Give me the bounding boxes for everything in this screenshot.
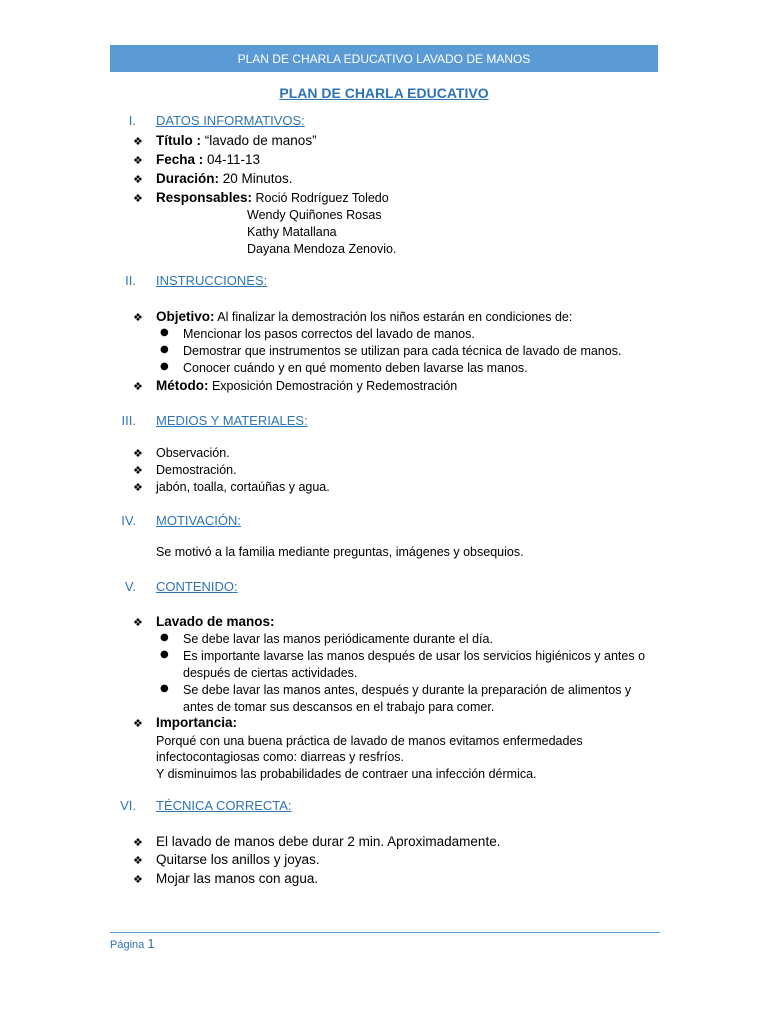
diamond-bullet-icon: ❖ — [133, 464, 143, 477]
round-bullet-icon: ● — [160, 361, 169, 372]
section-title: MEDIOS Y MATERIALES: — [156, 413, 308, 428]
responsable-name: Roció Rodríguez Toledo — [255, 191, 389, 205]
importancia-text: Porqué con una buena práctica de lavado de manos evitamos enfermedades — [156, 734, 583, 748]
material-item: Observación. — [156, 446, 230, 460]
header-band: PLAN DE CHARLA EDUCATIVO LAVADO DE MANOS — [110, 45, 658, 72]
section-title: TÉCNICA CORRECTA: — [156, 798, 292, 813]
section-1-heading — [0, 113, 768, 131]
diamond-bullet-icon: ❖ — [133, 380, 143, 393]
contenido-bullet-cont: antes de tomar sus descansos en el trabajo para comer. — [183, 700, 495, 714]
importancia-text: infectocontagiosas como: diarreas y resfríos. — [156, 750, 405, 764]
lavado-label — [156, 614, 275, 630]
fecha-separator: : — [195, 152, 208, 167]
fecha-label: Fecha — [156, 152, 196, 167]
section-5-heading — [0, 579, 768, 597]
titulo-separator: : — [192, 133, 205, 148]
responsables-label: Responsables: — [156, 190, 253, 205]
section-3-heading — [0, 413, 768, 431]
metodo-text: Exposición Demostración y Redemostración — [208, 379, 458, 393]
section-number: VI. — [120, 798, 136, 813]
responsable-name: Dayana Mendoza Zenovio. — [247, 242, 397, 256]
metodo-line — [156, 378, 457, 394]
footer-label: Página — [110, 939, 148, 951]
page-number: 1 — [147, 936, 155, 951]
section-number: IV. — [121, 513, 136, 528]
section-title: MOTIVACIÓN: — [156, 513, 241, 528]
round-bullet-icon: ● — [160, 683, 169, 694]
diamond-bullet-icon: ❖ — [133, 173, 143, 186]
objetivo-bullet: Conocer cuándo y en qué momento deben lavarse las manos. — [183, 361, 528, 375]
section-4-heading — [0, 513, 768, 531]
importancia-text: Y disminuimos las probabilidades de contraer una infección dérmica. — [156, 767, 537, 781]
diamond-bullet-icon: ❖ — [133, 192, 143, 205]
diamond-bullet-icon: ❖ — [133, 873, 143, 886]
titulo-label: Título — [156, 133, 193, 148]
lavado-label-text: Lavado de manos: — [156, 614, 275, 629]
duracion-value: 20 Minutos. — [219, 171, 293, 186]
contenido-bullet: Es importante lavarse las manos después de usar los servicios higiénicos y antes o — [183, 649, 646, 663]
diamond-bullet-icon: ❖ — [133, 154, 143, 167]
section-title: INSTRUCCIONES: — [156, 273, 268, 288]
importancia-label-text: Importancia: — [156, 715, 238, 730]
fecha-value: 04-11-13 — [207, 152, 261, 167]
tecnica-item: El lavado de manos debe durar 2 min. Aproximadamente. — [156, 834, 501, 849]
diamond-bullet-icon: ❖ — [133, 135, 143, 148]
responsable-name: Kathy Matallana — [247, 225, 337, 239]
tecnica-item: Mojar las manos con agua. — [156, 871, 319, 886]
responsable-name: Wendy Quiñones Rosas — [247, 208, 382, 222]
contenido-bullet: Se debe lavar las manos periódicamente durante el día. — [183, 632, 493, 646]
document-title: PLAN DE CHARLA EDUCATIVO — [279, 85, 489, 101]
section-number: V. — [124, 579, 136, 594]
contenido-bullet: Se debe lavar las manos antes, después y durante la preparación de alimentos y — [183, 683, 632, 697]
footer-rule — [110, 932, 660, 933]
section-title: CONTENIDO: — [156, 579, 238, 594]
objetivo-line — [156, 309, 572, 325]
material-item: jabón, toalla, cortaúñas y agua. — [156, 480, 330, 494]
section-title: DATOS INFORMATIVOS: — [156, 113, 305, 128]
objetivo-text: Al finalizar la demostración los niños estarán en condiciones de: — [214, 310, 573, 324]
contenido-bullet-cont: después de ciertas actividades. — [183, 666, 358, 680]
diamond-bullet-icon: ❖ — [133, 854, 143, 867]
page-footer — [110, 936, 155, 951]
fecha-line — [156, 152, 260, 168]
section-6-heading — [0, 798, 768, 816]
titulo-line — [156, 133, 317, 149]
diamond-bullet-icon: ❖ — [133, 481, 143, 494]
duracion-line — [156, 171, 293, 187]
diamond-bullet-icon: ❖ — [133, 311, 143, 324]
duracion-label: Duración: — [156, 171, 220, 186]
objetivo-label: Objetivo: — [156, 309, 215, 324]
metodo-label: Método: — [156, 378, 209, 393]
round-bullet-icon: ● — [160, 327, 169, 338]
round-bullet-icon: ● — [160, 344, 169, 355]
tecnica-item: Quitarse los anillos y joyas. — [156, 852, 320, 867]
diamond-bullet-icon: ❖ — [133, 836, 143, 849]
diamond-bullet-icon: ❖ — [133, 717, 143, 730]
objetivo-bullet: Mencionar los pasos correctos del lavado de manos. — [183, 327, 475, 341]
diamond-bullet-icon: ❖ — [133, 447, 143, 460]
motivacion-text: Se motivó a la familia mediante preguntas, imágenes y obsequios. — [156, 545, 524, 559]
material-item: Demostración. — [156, 463, 237, 477]
section-number: III. — [121, 413, 136, 428]
section-number: I. — [128, 113, 136, 128]
importancia-label — [156, 715, 237, 731]
section-2-heading — [0, 273, 768, 291]
section-number: II. — [125, 273, 136, 288]
objetivo-bullet: Demostrar que instrumentos se utilizan para cada técnica de lavado de manos. — [183, 344, 622, 358]
diamond-bullet-icon: ❖ — [133, 616, 143, 629]
round-bullet-icon: ● — [160, 649, 169, 660]
round-bullet-icon: ● — [160, 632, 169, 643]
titulo-value: “lavado de manos” — [204, 133, 317, 148]
responsables-line — [156, 190, 389, 206]
